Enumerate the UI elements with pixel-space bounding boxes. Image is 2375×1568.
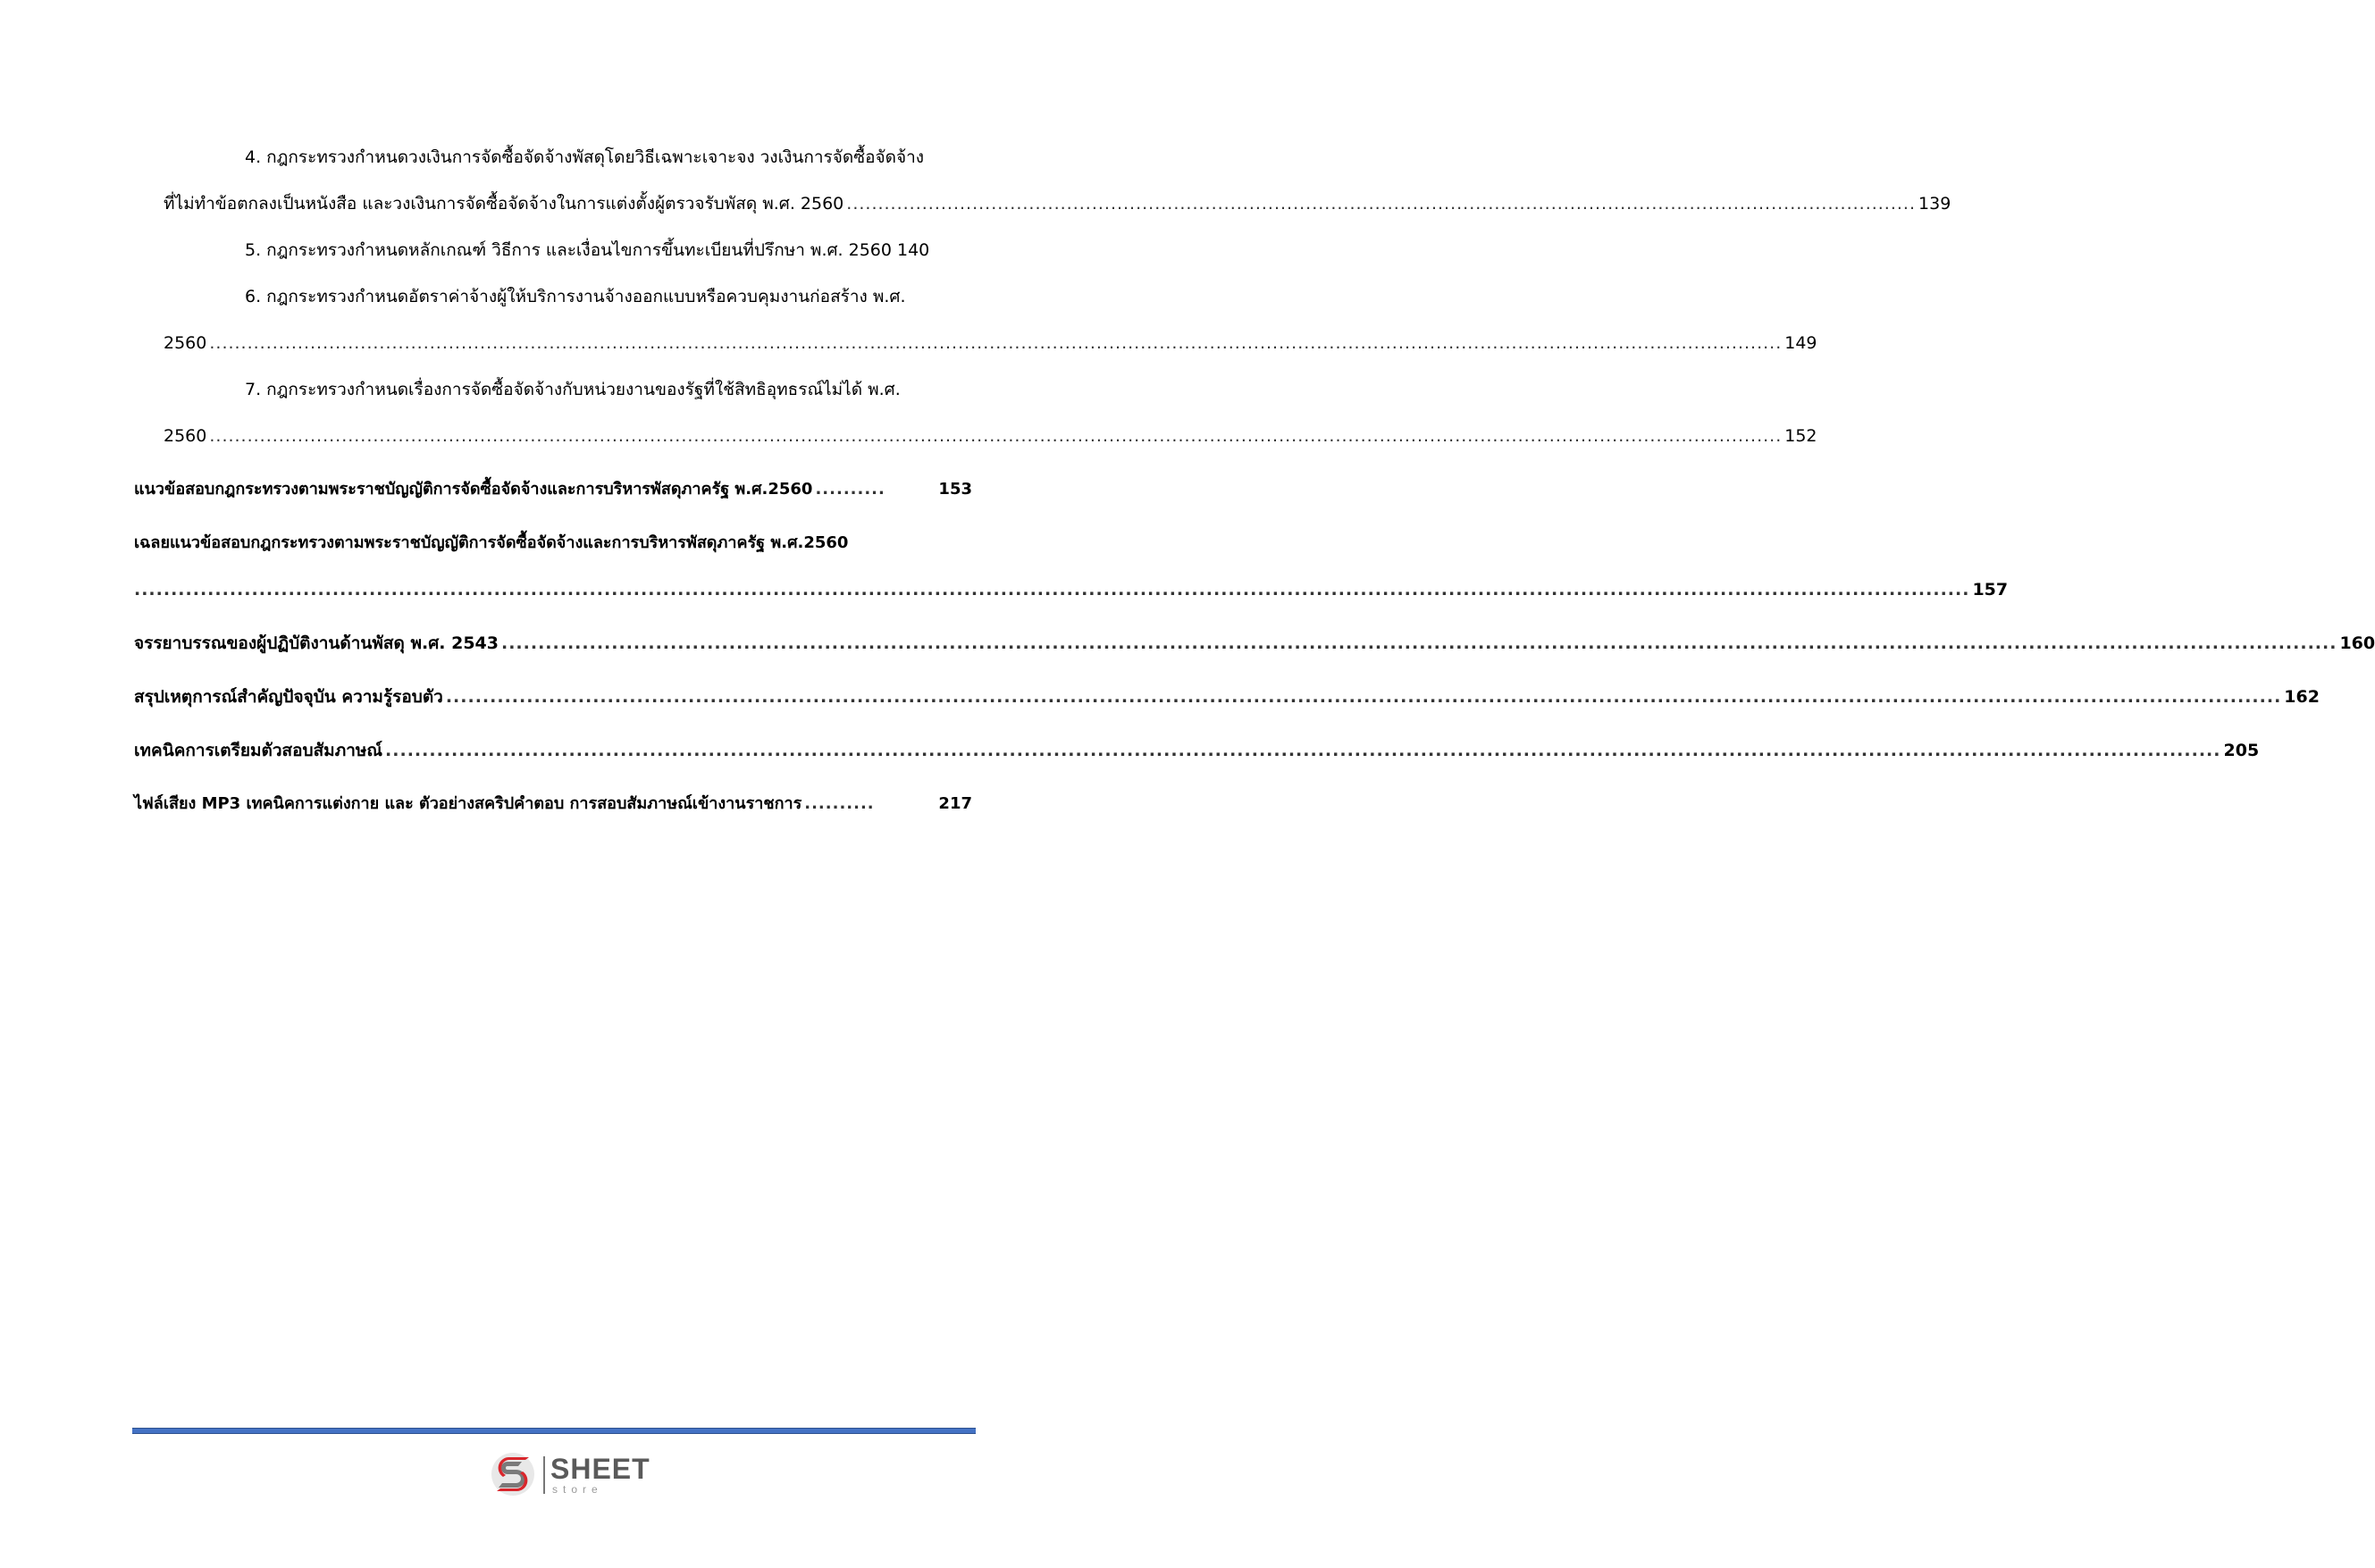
toc-entry-title: เทคนิคการเตรียมตัวสอบสัมภาษณ์ [134, 741, 383, 760]
leader-dots: .......................................................................................................................................................................................................................................................... [209, 333, 1783, 353]
toc-entry-title: แนวข้อสอบกฎกระทรวงตามพระราชบัญญัติการจัดซื้อจัดจ้างและการบริหารพัสดุภาครัฐ พ.ศ.2560 [134, 480, 813, 499]
toc-entry-title: สรุปเหตุการณ์สำคัญปัจจุบัน ความรู้รอบตัว [134, 687, 443, 707]
toc-page-number: 162 [2284, 687, 2320, 707]
toc-entry-title: ไฟล์เสียง MP3 เทคนิคการแต่งกาย และ ตัวอย่างสคริปคำตอบ การสอบสัมภาษณ์เข้างานราชการ [134, 794, 802, 813]
toc-entry-title: 6. กฎกระทรวงกำหนดอัตราค่าจ้างผู้ให้บริการงานจ้างออกแบบหรือควบคุมงานก่อสร้าง พ.ศ. [245, 287, 906, 306]
leader-dots: .......................................................................................................................................................................................................................................................... [134, 580, 1970, 600]
toc-entry-title: จรรยาบรรณของผู้ปฏิบัติงานด้านพัสดุ พ.ศ. 2543 [134, 633, 499, 653]
toc-entry-9[interactable] [134, 520, 2009, 613]
logo-divider [543, 1456, 545, 1494]
toc-entry-4[interactable] [134, 134, 1951, 227]
leader-dots: .......................................................................................................................................................................................................................................................... [209, 426, 1783, 446]
toc-page-number: 140 [897, 240, 930, 260]
leader-dots: .......................................................................................................................................................................................................................................................... [385, 741, 2221, 760]
toc-page-number: 149 [1784, 333, 1817, 353]
sheet-store-logo-icon [490, 1451, 536, 1497]
toc-page-number: 152 [1784, 426, 1817, 446]
logo-brand-subtext: store [552, 1483, 603, 1496]
toc-entry-title-cont: 2560 [164, 426, 207, 446]
toc-page-number: 217 [938, 794, 972, 813]
leader-dots: .......................................................................................................................................................................................................................................................... [501, 633, 2337, 653]
toc-entry-10[interactable] [134, 620, 2375, 667]
toc-page-number: 160 [2339, 633, 2375, 653]
footer-rule [132, 1428, 976, 1434]
table-of-contents [134, 134, 2375, 827]
toc-entry-5[interactable] [134, 227, 972, 273]
toc-entry-11[interactable] [134, 674, 2320, 720]
logo-brand-text: SHEET [550, 1453, 650, 1485]
toc-entry-7[interactable] [134, 366, 1817, 459]
toc-entry-title: เฉลยแนวข้อสอบกฎกระทรวงตามพระราชบัญญัติการจัดซื้อจัดจ้างและการบริหารพัสดุภาครัฐ พ.ศ.2560 [134, 533, 849, 552]
toc-page-number: 139 [1918, 194, 1951, 214]
toc-entry-title: 7. กฎกระทรวงกำหนดเรื่องการจัดซื้อจัดจ้างกับหน่วยงานของรัฐที่ใช้สิทธิอุทธรณ์ไม่ได้ พ.ศ. [245, 380, 901, 399]
toc-entry-title: 4. กฎกระทรวงกำหนดวงเงินการจัดซื้อจัดจ้างพัสดุโดยวิธีเฉพาะเจาะจง วงเงินการจัดซื้อจัดจ้าง [245, 147, 925, 167]
leader-dots: .......... [815, 480, 885, 499]
toc-page-number: 153 [938, 480, 972, 499]
toc-entry-13[interactable] [134, 781, 972, 827]
toc-page-number: 205 [2223, 741, 2260, 760]
toc-entry-title-cont: 2560 [164, 333, 207, 353]
toc-entry-8[interactable] [134, 466, 972, 513]
toc-entry-title: 5. กฎกระทรวงกำหนดหลักเกณฑ์ วิธีการ และเงื่อนไขการขึ้นทะเบียนที่ปรึกษา พ.ศ. 2560 [245, 240, 892, 260]
toc-entry-6[interactable] [134, 273, 1817, 366]
toc-entry-title-cont: ที่ไม่ทำข้อตกลงเป็นหนังสือ และวงเงินการจัดซื้อจัดจ้างในการแต่งตั้งผู้ตรวจรับพัสดุ พ.ศ. 2560 [164, 194, 844, 214]
sheet-store-logo [490, 1451, 650, 1501]
leader-dots: .......................................................................................................................................................................... [846, 194, 1917, 214]
toc-page-number: 157 [1972, 580, 2009, 600]
leader-dots: .......................................................................................................................................................................................................................................................... [445, 687, 2282, 707]
leader-dots: .......... [804, 794, 875, 813]
toc-entry-12[interactable] [134, 727, 2260, 774]
